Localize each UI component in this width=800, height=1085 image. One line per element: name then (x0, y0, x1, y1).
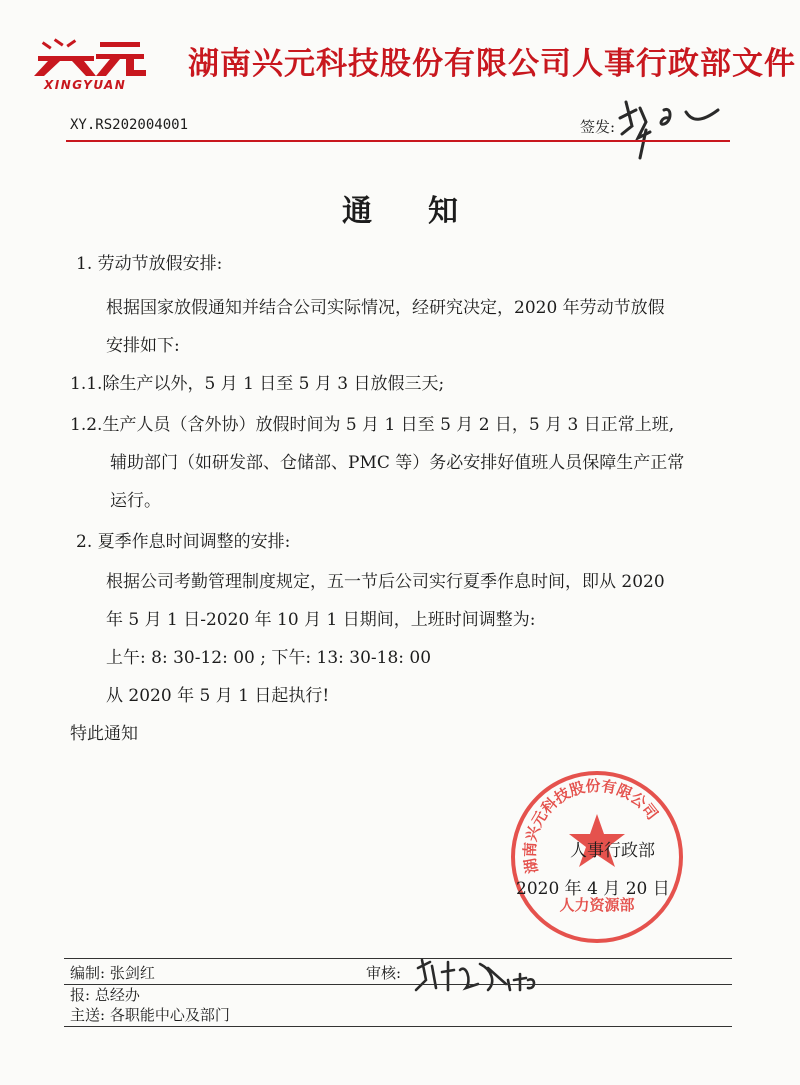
logo-text: XINGYUAN (44, 78, 127, 92)
working-hours: 上午: 8: 30-12: 00 ; 下午: 13: 30-18: 00 (106, 648, 432, 668)
notice-title: 通知 (342, 194, 514, 229)
footer-divider-bottom (64, 1026, 732, 1027)
effective-date: 从 2020 年 5 月 1 日起执行! (106, 686, 330, 706)
reviewer-signature (396, 950, 546, 1000)
item-1-2-line-3: 运行。 (110, 491, 161, 511)
handwritten-signature (606, 88, 726, 160)
reviewer-label: 审核: (366, 964, 402, 982)
item-1-2-line-1: 1.2.生产人员（含外协）放假时间为 5 月 1 日至 5 月 2 日，5 月 3 日正常上班, (70, 415, 675, 435)
copy-to-line: 报: 总经办 (70, 986, 140, 1004)
section-2-heading: 2. 夏季作息时间调整的安排: (76, 532, 291, 552)
section-2-paragraph-line-2: 年 5 月 1 日-2020 年 10 月 1 日期间，上班时间调整为: (106, 610, 536, 630)
document-number: XY.RS202004001 (70, 117, 189, 133)
company-logo (34, 36, 174, 92)
send-to-line: 主送: 各职能中心及部门 (70, 1006, 230, 1024)
closing-text: 特此通知 (70, 724, 138, 744)
issue-date: 2020 年 4 月 20 日 (516, 879, 670, 899)
editor-line: 编制: 张剑红 (70, 964, 155, 982)
seal-arc-text: 湖南兴元科技股份有限公司 (520, 776, 662, 875)
section-1-paragraph-line-1: 根据国家放假通知并结合公司实际情况，经研究决定，2020 年劳动节放假 (106, 298, 665, 318)
item-1-1: 1.1.除生产以外，5 月 1 日至 5 月 3 日放假三天; (70, 374, 445, 394)
section-1-heading: 1. 劳动节放假安排: (76, 254, 223, 274)
header-divider (66, 140, 730, 142)
section-1-paragraph-line-2: 安排如下: (106, 336, 180, 356)
item-1-2-line-2: 辅助部门（如研发部、仓储部、PMC 等）务必安排好值班人员保障生产正常 (110, 453, 685, 473)
seal-bottom-text: 人力资源部 (559, 896, 635, 914)
section-2-paragraph-line-1: 根据公司考勤管理制度规定，五一节后公司实行夏季作息时间，即从 2020 (106, 572, 665, 592)
header-title: 湖南兴元科技股份有限公司人事行政部文件 (188, 46, 796, 82)
footer-divider-mid (64, 984, 732, 985)
issuing-department: 人事行政部 (570, 841, 655, 861)
sign-label: 签发: (580, 118, 616, 136)
